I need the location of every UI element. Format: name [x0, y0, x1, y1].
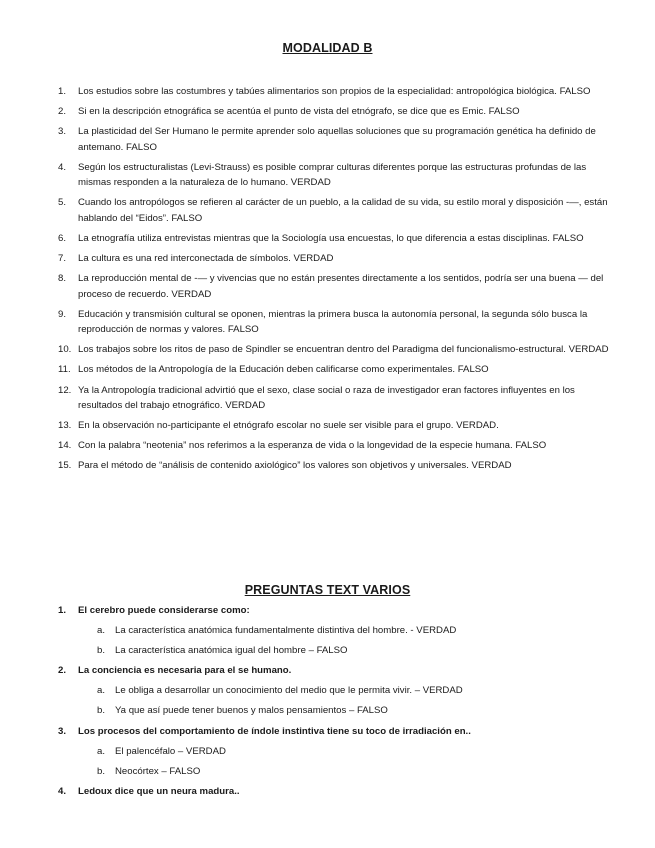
- item-text: Educación y transmisión cultural se oponen, mientras la primera busca la autonomía personal, la segunda sólo busca la reproducción de normas y valores. FALSO: [78, 308, 588, 336]
- question-text: Ledoux dice que un neura madura..: [78, 785, 240, 797]
- option-text: Le obliga a desarrollar un conocimiento del medio que le permita vivir. – VERDAD: [115, 685, 463, 697]
- list-item: [58, 458, 618, 474]
- item-text: Con la palabra “neotenia” nos referimos a la esperanza de vida o la longevidad de la especie humana. FALSO: [78, 440, 547, 452]
- item-number: 8.: [58, 273, 67, 285]
- item-number: 12.: [58, 384, 72, 396]
- section-title-preguntas: PREGUNTAS TEXT VARIOS: [244, 583, 411, 597]
- option-text: La característica anatómica fundamentalmente distintiva del hombre. - VERDAD: [115, 625, 457, 637]
- item-text: Si en la descripción etnográfica se acentúa el punto de vista del etnógrafo, se dice que es Emic. FALSO: [78, 106, 520, 118]
- option-letter: b.: [97, 765, 106, 777]
- answer-option: [58, 703, 618, 719]
- option-text: El palencéfalo – VERDAD: [115, 745, 226, 757]
- question: [58, 663, 618, 679]
- modalidad-b-list: [58, 84, 618, 478]
- item-number: 10.: [58, 344, 72, 356]
- question-number: 4.: [58, 785, 67, 797]
- answer-option: [58, 744, 618, 760]
- option-letter: b.: [97, 705, 106, 717]
- item-text: Los trabajos sobre los ritos de paso de Spindler se encuentran dentro del Paradigma del funcionalismo-estructural. VERDAD: [78, 344, 609, 356]
- item-number: 7.: [58, 253, 67, 265]
- option-letter: b.: [97, 645, 106, 657]
- list-item: [58, 307, 618, 338]
- section-title-modalidad-b: MODALIDAD B: [282, 41, 373, 55]
- item-text: Los estudios sobre las costumbres y tabúes alimentarios son propios de la especialidad: antropológica biológica. FALSO: [78, 86, 591, 97]
- item-number: 2.: [58, 106, 67, 118]
- option-text: Neocórtex – FALSO: [115, 765, 201, 777]
- item-number: 14.: [58, 440, 72, 452]
- list-item: [58, 362, 618, 378]
- item-number: 9.: [58, 308, 67, 320]
- option-text: La característica anatómica igual del hombre – FALSO: [115, 645, 348, 657]
- list-item: [58, 124, 618, 155]
- list-item: [58, 438, 618, 454]
- option-letter: a.: [97, 625, 106, 637]
- question-number: 2.: [58, 665, 67, 677]
- item-text: Los métodos de la Antropología de la Educación deben calificarse como experimentales. FALSO: [78, 364, 489, 376]
- answer-option: [58, 764, 618, 780]
- list-item: [58, 342, 618, 358]
- question: [58, 784, 618, 800]
- item-number: 11.: [58, 364, 71, 376]
- item-number: 6.: [58, 232, 67, 244]
- list-item: [58, 195, 618, 226]
- item-text: La plasticidad del Ser Humano le permite aprender solo aquellas soluciones que su programación genética ha definido de antemano. FALSO: [78, 126, 596, 153]
- question-number: 1.: [58, 605, 67, 616]
- question-text: El cerebro puede considerarse como:: [78, 605, 250, 616]
- list-item: [58, 231, 618, 247]
- item-number: 1.: [58, 86, 67, 97]
- item-text: Según los estructuralistas (Levi-Strauss) es posible comprar culturas diferentes porque las estructuras profundas de las mismas responden a la naturaleza de lo humano. VERDAD: [78, 161, 587, 189]
- list-item: [58, 418, 618, 434]
- option-text: Ya que así puede tener buenos y malos pensamientos – FALSO: [115, 705, 388, 717]
- item-number: 3.: [58, 126, 67, 138]
- item-text: Cuando los antropólogos se refieren al carácter de un pueblo, a la calidad de su vida, su estilo moral y disposición -—, están hablando del “Eidos”. FALSO: [78, 197, 608, 224]
- list-item: [58, 160, 618, 191]
- list-item: [58, 251, 618, 267]
- list-item: [58, 271, 618, 302]
- item-number: 5.: [58, 197, 67, 209]
- item-text: En la observación no-participante el etnógrafo escolar no suele ser visible para el grupo. VERDAD.: [78, 420, 499, 432]
- item-text: La reproducción mental de -— y vivencias que no están presentes directamente a los sentidos, podría ser una buena — del proceso de recuerdo. VERDAD: [78, 273, 604, 300]
- item-number: 15.: [58, 460, 72, 472]
- answer-option: [58, 643, 618, 659]
- item-text: La cultura es una red interconectada de símbolos. VERDAD: [78, 253, 334, 265]
- question-number: 3.: [58, 725, 67, 737]
- question: [58, 603, 618, 619]
- answer-option: [58, 623, 618, 639]
- question: [58, 724, 618, 740]
- item-text: Para el método de “análisis de contenido axiológico” los valores son objetivos y universales. VERDAD: [78, 460, 512, 472]
- item-text: Ya la Antropología tradicional advirtió que el sexo, clase social o raza de investigador eran factores influyentes en los resultados del trabajo etnográfico. VERDAD: [78, 384, 575, 412]
- item-number: 4.: [58, 161, 67, 173]
- option-letter: a.: [97, 745, 106, 757]
- list-item: [58, 383, 618, 414]
- question-text: La conciencia es necesaria para el se humano.: [78, 665, 292, 677]
- list-item: [58, 84, 618, 100]
- item-text: La etnografía utiliza entrevistas mientras que la Sociología usa encuestas, lo que diferencia a estas disciplinas. FALSO: [78, 232, 584, 244]
- list-item: [58, 104, 618, 120]
- item-number: 13.: [58, 420, 72, 432]
- preguntas-list: [58, 603, 618, 804]
- question-text: Los procesos del comportamiento de índole instintiva tiene su toco de irradiación en..: [78, 725, 471, 737]
- answer-option: [58, 683, 618, 699]
- option-letter: a.: [97, 685, 106, 697]
